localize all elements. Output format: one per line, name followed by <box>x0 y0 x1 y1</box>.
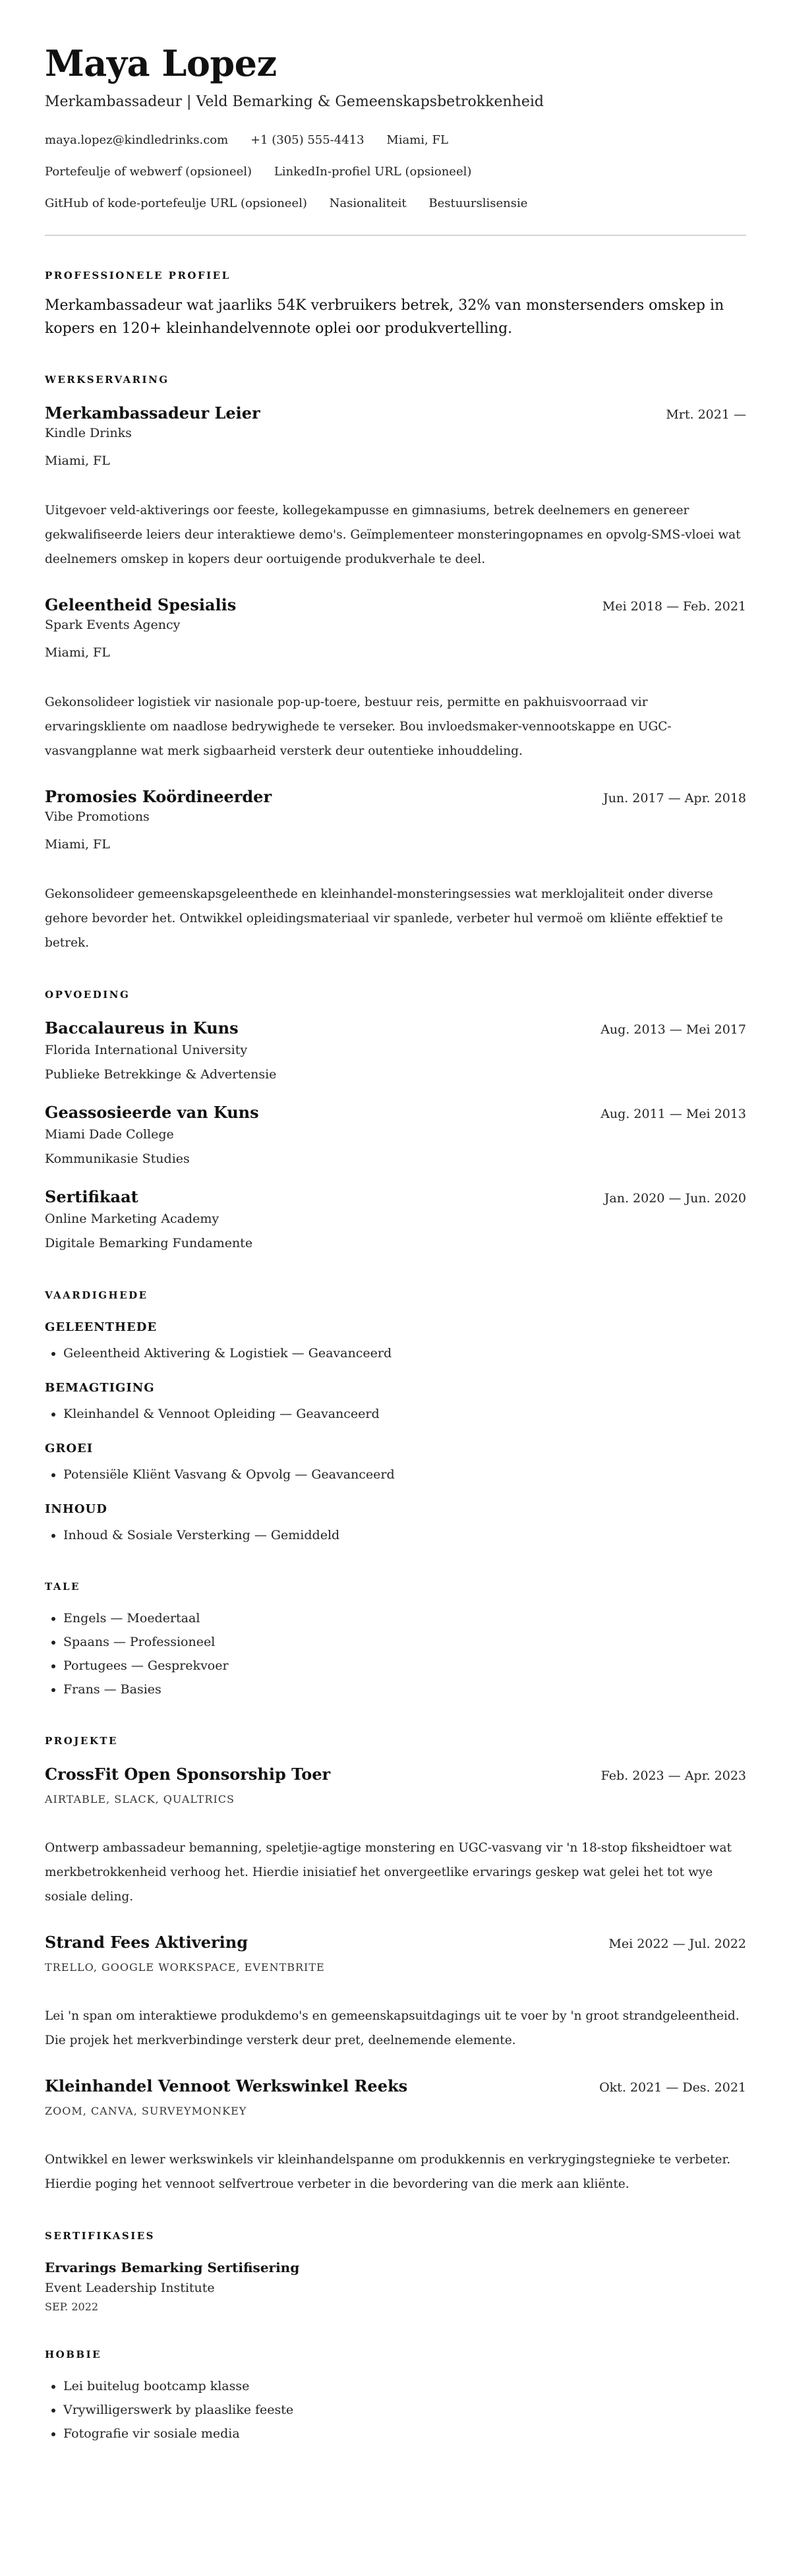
profile-section <box>45 269 746 340</box>
nationality: Nasionaliteit <box>329 196 407 210</box>
section-heading: SERTIFIKASIES <box>45 2230 155 2242</box>
skill-item: • Geleentheid Aktivering & Logistiek — Geavanceerd <box>63 1341 746 1365</box>
profile-text: Merkambassadeur wat jaarliks 54K verbruikers betrek, 32% van monstersenders omskep in kopers en 120+ kleinhandelvennote oplei oor produkvertelling. <box>45 297 724 337</box>
section-heading: PROFESSIONELE PROFIEL <box>45 270 231 281</box>
hobbies-list <box>45 2374 746 2445</box>
linkedin-link[interactable]: LinkedIn-profiel URL (opsioneel) <box>274 165 472 179</box>
project-header <box>45 1765 746 1784</box>
section-heading: OPVOEDING <box>45 989 131 1001</box>
job-dates: Mei 2018 — Feb. 2021 <box>602 599 746 614</box>
location: Miami, FL <box>386 133 448 147</box>
field-of-study: Digitale Bemarking Fundamente <box>45 1236 253 1250</box>
skill-category: INHOUD <box>45 1502 107 1516</box>
certification-entry <box>45 2258 746 2315</box>
school-name: Florida International University <box>45 1043 248 1057</box>
job-title: Merkambassadeur Leier <box>45 403 260 423</box>
project-description: Lei 'n span om interaktiewe produkdemo's en gemeenskapsuitdagings uit te voer by 'n groot strandgeleentheid. Die projek het merkverbindinge versterk deur pret, deelnemende elemente. <box>45 2009 740 2047</box>
job-location: Miami, FL <box>45 645 110 660</box>
job-location: Miami, FL <box>45 837 110 852</box>
section-heading: HOBBIE <box>45 2349 102 2360</box>
skill-item: • Kleinhandel & Vennoot Opleiding — Geavanceerd <box>63 1402 746 1426</box>
education-section <box>45 988 746 1256</box>
language-item: • Frans — Basies <box>63 1678 746 1701</box>
skill-category: BEMAGTIGING <box>45 1381 155 1395</box>
hobby-item: • Vrywilligerswerk by plaaslike feeste <box>63 2398 746 2422</box>
job-header <box>45 403 746 423</box>
school-name: Miami Dade College <box>45 1127 174 1142</box>
portfolio-link[interactable]: Portefeulje of webwerf (opsioneel) <box>45 165 252 179</box>
education-header <box>45 1103 746 1123</box>
job-title: Geleentheid Spesialis <box>45 595 237 614</box>
education-header <box>45 1018 746 1038</box>
job-description: Gekonsolideer logistiek vir nasionale pop-up-toere, bestuur reis, permitte en pakhuisvoorraad vir ervaringskliente om naadlose bedrywighede te verseker. Bou invloedsmaker-vennootskappe en UGC-vasvangplanne wat merk sigbaarheid versterk deur outentieke inhouddeling. <box>45 695 672 758</box>
project-dates: Mei 2022 — Jul. 2022 <box>608 1937 746 1951</box>
skill-item: • Potensiële Kliënt Vasvang & Opvolg — Geavanceerd <box>63 1463 746 1486</box>
language-item: • Engels — Moedertaal <box>63 1606 746 1630</box>
skill-list <box>45 1341 746 1365</box>
project-title: CrossFit Open Sponsorship Toer <box>45 1765 331 1784</box>
education-entry <box>45 1187 746 1256</box>
skill-item: • Inhoud & Sosiale Versterking — Gemiddeld <box>63 1523 746 1547</box>
project-header <box>45 1933 746 1952</box>
headline: Merkambassadeur | Veld Bemarking & Gemeenskapsbetrokkenheid <box>45 94 544 110</box>
contact-row <box>45 132 746 149</box>
skill-category: GELEENTHEDE <box>45 1320 158 1334</box>
candidate-name: Maya Lopez <box>45 42 277 84</box>
hobby-item: • Lei buitelug bootcamp klasse <box>63 2374 746 2398</box>
field-of-study: Kommunikasie Studies <box>45 1152 190 1166</box>
project-description: Ontwikkel en lewer werkswinkels vir kleinhandelspanne om produkkennis en verkrygingstegnieke te verbeter. Hierdie poging het vennoot selfvertroue verbeter in die bevordering van die merk aan kliënte. <box>45 2153 731 2191</box>
project-description: Ontwerp ambassadeur bemanning, speletjie-agtige monstering en UGC-vasvang vir 'n 18-stop fiksheidtoer wat merkbetrokkenheid verhoog het. Hierdie inisiatief het onvergeetlike ervarings geskep wat gelei het tot wye sosiale deling. <box>45 1841 732 1904</box>
language-item: • Spaans — Professioneel <box>63 1630 746 1654</box>
company-name: Kindle Drinks <box>45 426 132 440</box>
projects-section <box>45 1734 746 2196</box>
education-dates: Aug. 2011 — Mei 2013 <box>601 1107 746 1121</box>
section-heading: WERKSERVARING <box>45 374 169 386</box>
skills-section <box>45 1289 746 1547</box>
project-tools: AIRTABLE, SLACK, QUALTRICS <box>45 1793 235 1805</box>
certification-issuer: Event Leadership Institute <box>45 2281 215 2295</box>
email-link[interactable]: maya.lopez@kindledrinks.com <box>45 133 229 147</box>
job-description: Gekonsolideer gemeenskapsgeleenthede en kleinhandel-monsteringsessies wat merklojaliteit onder diverse gehore bevorder het. Ontwikkel opleidingsmateriaal vir spanlede, verbeter hul vermoë om kliënte effektief te betrek. <box>45 887 723 950</box>
school-name: Online Marketing Academy <box>45 1212 220 1226</box>
section-heading: VAARDIGHEDE <box>45 1289 148 1301</box>
resume-header <box>45 38 746 212</box>
job-entry <box>45 595 746 763</box>
github-link[interactable]: GitHub of kode-portefeulje URL (opsioneel) <box>45 196 307 210</box>
hobby-item: • Fotografie vir sosiale media <box>63 2422 746 2445</box>
skill-list <box>45 1463 746 1486</box>
company-name: Spark Events Agency <box>45 618 181 632</box>
certifications-section <box>45 2229 746 2315</box>
hobbies-section <box>45 2348 746 2445</box>
project-entry <box>45 2076 746 2196</box>
contact-row <box>45 163 746 181</box>
phone: +1 (305) 555-4413 <box>250 133 365 147</box>
drivers-license: Bestuurslisensie <box>428 196 528 210</box>
education-entry <box>45 1018 746 1087</box>
section-heading: PROJEKTE <box>45 1735 118 1747</box>
skill-list <box>45 1523 746 1547</box>
degree: Geassosieerde van Kuns <box>45 1103 259 1122</box>
certification-title: Ervarings Bemarking Sertifisering <box>45 2260 300 2275</box>
section-heading: TALE <box>45 1581 80 1593</box>
education-entry <box>45 1103 746 1171</box>
degree: Baccalaureus in Kuns <box>45 1018 239 1038</box>
project-title: Strand Fees Aktivering <box>45 1933 248 1952</box>
certification-date: SEP. 2022 <box>45 2300 99 2313</box>
project-dates: Okt. 2021 — Des. 2021 <box>599 2080 746 2095</box>
job-entry <box>45 787 746 955</box>
degree: Sertifikaat <box>45 1187 138 1206</box>
field-of-study: Publieke Betrekkinge & Advertensie <box>45 1067 277 1082</box>
project-dates: Feb. 2023 — Apr. 2023 <box>601 1769 746 1783</box>
job-header <box>45 787 746 807</box>
job-description: Uitgevoer veld-aktiverings oor feeste, kollegekampusse en gimnasiums, betrek deelnemers en genereer gekwalifiseerde leiers deur interaktiewe demo's. Geïmplementeer monsteringopnames en opvolg-SMS-vloei wat deelnemers omskep in kopers deur oortuigende produkverhale te deel. <box>45 504 741 566</box>
project-entry <box>45 1765 746 1909</box>
project-header <box>45 2076 746 2096</box>
education-dates: Aug. 2013 — Mei 2017 <box>601 1022 746 1037</box>
job-location: Miami, FL <box>45 454 110 468</box>
contact-row <box>45 195 746 212</box>
project-title: Kleinhandel Vennoot Werkswinkel Reeks <box>45 2076 408 2095</box>
project-tools: TRELLO, GOOGLE WORKSPACE, EVENTBRITE <box>45 1961 325 1974</box>
job-dates: Mrt. 2021 — <box>666 407 746 422</box>
education-dates: Jan. 2020 — Jun. 2020 <box>604 1191 746 1206</box>
divider <box>45 235 746 236</box>
job-entry <box>45 403 746 571</box>
job-header <box>45 595 746 615</box>
job-title: Promosies Koördineerder <box>45 787 272 806</box>
skill-list <box>45 1402 746 1426</box>
skill-category: GROEI <box>45 1442 94 1455</box>
job-dates: Jun. 2017 — Apr. 2018 <box>603 791 746 805</box>
language-item: • Portugees — Gesprekvoer <box>63 1654 746 1678</box>
project-tools: ZOOM, CANVA, SURVEYMONKEY <box>45 2105 247 2117</box>
experience-section <box>45 373 746 955</box>
company-name: Vibe Promotions <box>45 809 150 824</box>
languages-section <box>45 1580 746 1701</box>
project-entry <box>45 1933 746 2053</box>
languages-list <box>45 1606 746 1701</box>
education-header <box>45 1187 746 1207</box>
